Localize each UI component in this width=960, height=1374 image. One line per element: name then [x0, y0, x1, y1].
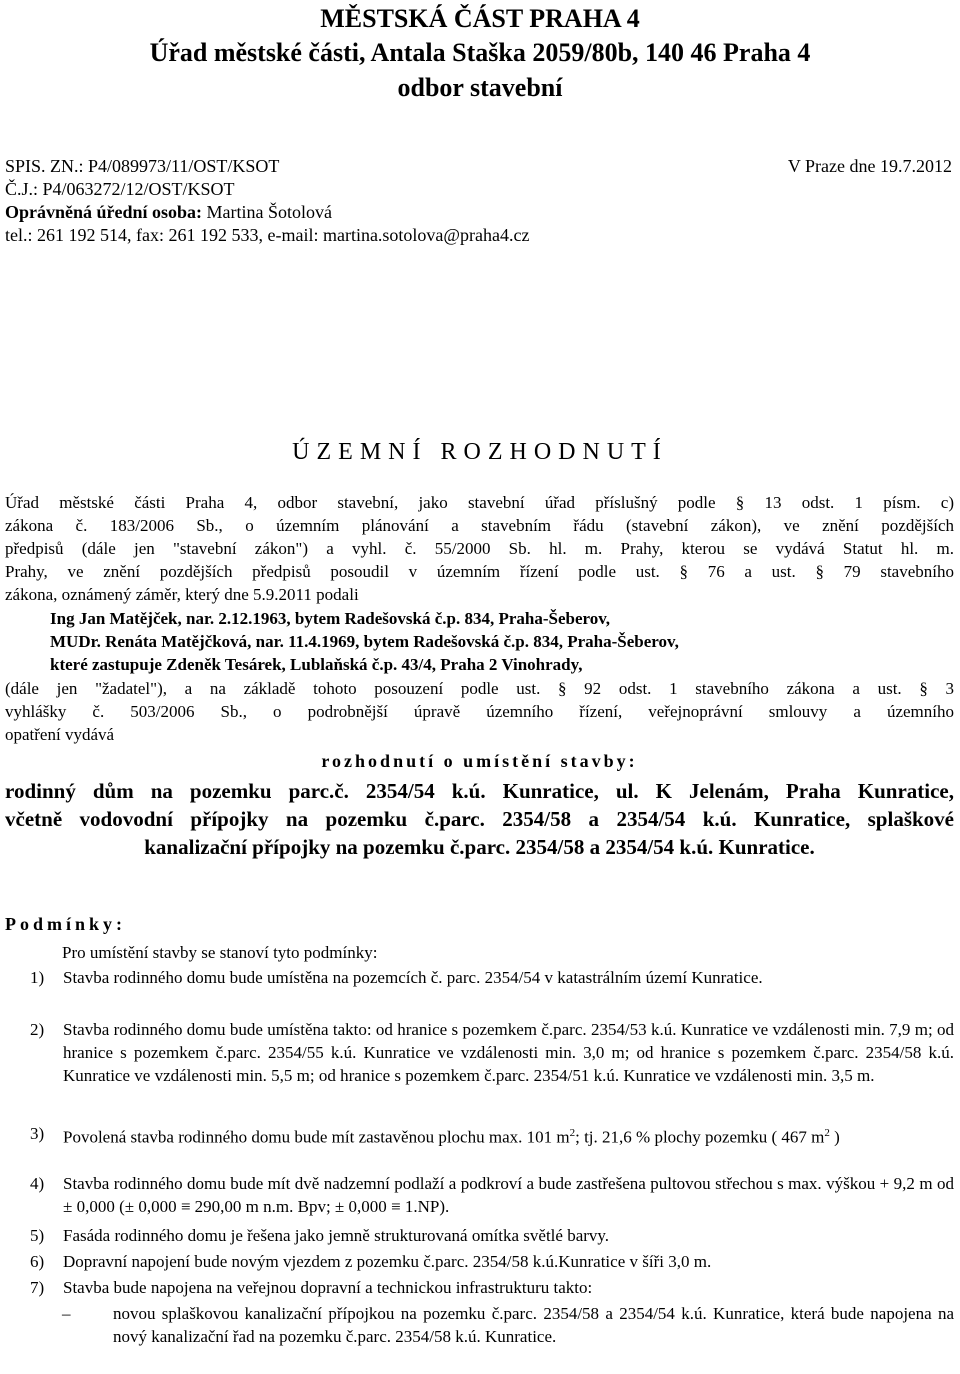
condition-item [30, 966, 954, 1012]
applicant-1: Ing Jan Matějček, nar. 2.12.1963, bytem Radešovská č.p. 834, Praha-Šeberov, [50, 609, 611, 628]
department-name: odbor stavební [397, 73, 563, 102]
condition-item [30, 1018, 954, 1110]
intro-line-2: zákona č. 183/2006 Sb., o územním plánování a stavebním řádu (stavební zákon), ve znění pozdějších [5, 516, 954, 535]
intro-line-5: zákona, oznámený záměr, který dne 5.9.2011 podali [5, 585, 359, 604]
file-reference: SPIS. ZN.: P4/089973/11/OST/KSOT [5, 156, 280, 176]
condition-number: 5) [30, 1226, 45, 1245]
intro-line-4: Prahy, ve znění pozdějších předpisů posoudil v územním řízení podle ust. § 76 a ust. § 79 stavebního [5, 562, 954, 581]
condition-number: 6) [30, 1252, 45, 1271]
condition-subitem [62, 1302, 954, 1371]
condition-text: Dopravní napojení bude novým vjezdem z pozemku č.parc. 2354/58 k.ú.Kunratice v šíři 3,0 m. [63, 1252, 712, 1271]
condition-text-part: ) [829, 1127, 840, 1147]
condition-number: 2) [30, 1020, 45, 1039]
official-person [5, 201, 332, 223]
condition-item [30, 1122, 954, 1168]
intro-line-1: Úřad městské části Praha 4, odbor stavební, jako stavební úřad příslušný podle § 13 odst. 1 písm. c) [5, 493, 954, 512]
official-label: Oprávněná úřední osoba: [5, 202, 203, 222]
condition-text: Stavba rodinného domu bude mít dvě nadzemní podlaží a podkroví a bude zastřešena pultovou střechou s max. výškou + 9,2 m od ± 0,000 (± 0,000 ≡ 290,00 m n.m. Bpv; ± 0,000 ≡ 1.NP). [63, 1174, 954, 1216]
decision-line-1: rodinný dům na pozemku parc.č. 2354/54 k.ú. Kunratice, ul. K Jelenám, Praha Kunratice, [5, 779, 954, 803]
superscript: 2 [824, 1127, 830, 1139]
condition-item [30, 1224, 954, 1247]
conditions-intro: Pro umístění stavby se stanoví tyto podmínky: [62, 943, 378, 962]
official-name: Martina Šotolová [202, 202, 333, 222]
document-date: V Praze dne 19.7.2012 [787, 156, 952, 176]
intro-line-3: předpisů (dále jen "stavební zákon") a vyhl. č. 55/2000 Sb. hl. m. Prahy, kterou se vydává Statut hl. m. [5, 539, 954, 558]
condition-text: Fasáda rodinného domu je řešena jako jemně strukturovaná omítka světlé barvy. [63, 1226, 610, 1245]
condition-text: Stavba bude napojena na veřejnou dopravní a technickou infrastrukturu takto: [63, 1278, 593, 1297]
condition-number: 1) [30, 968, 45, 987]
decision-heading: rozhodnutí o umístění stavby: [321, 751, 638, 771]
intro-line-7: vyhlášky č. 503/2006 Sb., o podrobnější úpravě územního řízení, veřejnoprávní smlouvy a územního [5, 702, 954, 721]
decision-line-3: kanalizační přípojky na pozemku č.parc. 2354/58 a 2354/54 k.ú. Kunratice. [144, 835, 815, 859]
applicant-2: MUDr. Renáta Matějčková, nar. 11.4.1969, bytem Radešovská č.p. 834, Praha-Šeberov, [50, 632, 679, 651]
condition-text: Stavba rodinného domu bude umístěna na pozemcích č. parc. 2354/54 v katastrálním území Kunratice. [63, 968, 763, 987]
condition-number: 7) [30, 1278, 45, 1297]
intro-line-6: (dále jen "žadatel"), a na základě tohoto posouzení podle ust. § 92 odst. 1 stavebního zákona a ust. § 3 [5, 679, 954, 698]
condition-text [63, 1122, 954, 1149]
reference-number: Č.J.: P4/063272/12/OST/KSOT [5, 179, 235, 199]
representative: které zastupuje Zdeněk Tesárek, Lublaňská č.p. 43/4, Praha 2 Vinohrady, [50, 655, 583, 674]
intro-line-8: opatření vydává [5, 725, 115, 744]
office-address: Úřad městské části, Antala Staška 2059/80b, 140 46 Praha 4 [149, 38, 811, 67]
condition-text-part: ; tj. 21,6 % plochy pozemku ( 467 m [575, 1127, 825, 1147]
condition-item [30, 1250, 954, 1273]
superscript: 2 [569, 1127, 576, 1139]
condition-number: 3) [30, 1124, 45, 1143]
condition-number: 4) [30, 1174, 45, 1193]
condition-item [30, 1172, 954, 1218]
decision-line-2: včetně vodovodní přípojky na pozemku č.parc. 2354/58 a 2354/54 k.ú. Kunratice, splaškové [5, 807, 954, 831]
contact-info: tel.: 261 192 514, fax: 261 192 533, e-mail: martina.sotolova@praha4.cz [5, 225, 530, 245]
condition-subitem-text: novou splaškovou kanalizační přípojkou na pozemku č.parc. 2354/58 a 2354/54 k.ú. Kunratice, která bude napojena na nový kanalizační řad na pozemku č.parc. 2354/58 k.ú. Kunratice. [113, 1304, 954, 1346]
document-title: ÚZEMNÍ ROZHODNUTÍ [292, 439, 668, 465]
office-name: MĚSTSKÁ ČÁST PRAHA 4 [320, 4, 640, 33]
condition-text: Stavba rodinného domu bude umístěna takto: od hranice s pozemkem č.parc. 2354/53 k.ú. Kunratice ve vzdálenosti min. 7,9 m; od hranice s pozemkem č.parc. 2354/55 k.ú. Kunratice ve vzdálenosti min. 3,0 m; od hranice s pozemkem č.parc. 2354/58 k.ú. Kunratice ve vzdálenosti min. 5,5 m; od hranice s pozemkem č.parc. 2354/51 k.ú. Kunratice ve vzdálenosti min. 3,5 m. [63, 1020, 954, 1085]
conditions-heading: Podmínky: [5, 914, 127, 934]
dash-bullet: – [62, 1304, 71, 1323]
condition-item [30, 1276, 954, 1299]
condition-text-part: Povolená stavba rodinného domu bude mít zastavěnou plochu max. 101 m [63, 1127, 570, 1147]
